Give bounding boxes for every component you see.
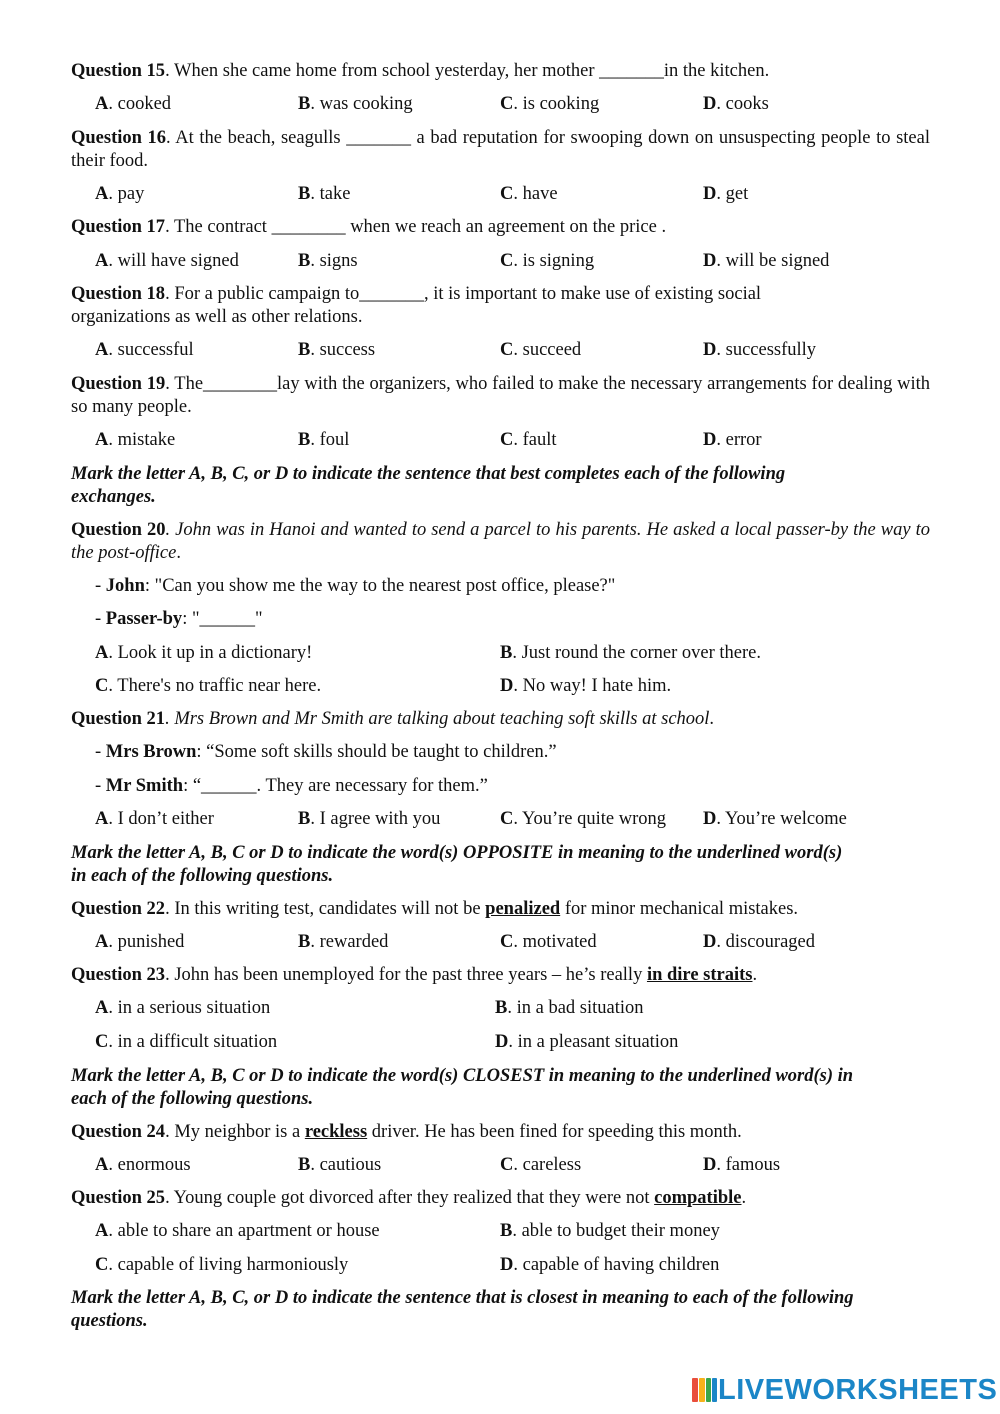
q20-dialogue-passer-by: - Passer-by: "______" xyxy=(95,609,263,629)
q19-option-b[interactable]: B. foul xyxy=(298,430,350,450)
q18-stem: Question 18. For a public campaign to_______, it is important to make use of existing social xyxy=(71,284,762,304)
q22-stem: Question 22. In this writing test, candidates will not be penalized for minor mechanical mistakes. xyxy=(71,899,799,919)
q20-stem: Question 20. John was in Hanoi and wanted to send a parcel to his parents. He asked a local passer-by the way to the post-office. xyxy=(71,520,930,563)
q16-option-c[interactable]: C. have xyxy=(500,184,558,204)
q24-options xyxy=(95,1154,930,1177)
q16-option-b[interactable]: B. take xyxy=(298,184,351,204)
q21-option-c[interactable]: C. You’re quite wrong xyxy=(500,809,667,829)
q18-option-a[interactable]: A. successful xyxy=(95,340,194,360)
q23-option-a[interactable]: A. in a serious situation xyxy=(95,998,271,1018)
liveworksheets-logo-text: LIVEWORKSHEETS xyxy=(718,1374,998,1406)
q18-options xyxy=(95,339,930,362)
q23-options-row1 xyxy=(95,997,930,1020)
q15-option-a[interactable]: A. cooked xyxy=(95,94,172,114)
q25-option-b[interactable]: B. able to budget their money xyxy=(500,1221,720,1241)
q16-options xyxy=(95,183,930,206)
q21-option-a[interactable]: A. I don’t either xyxy=(95,809,214,829)
instruction-closest-sentence: Mark the letter A, B, C, or D to indicate the sentence that is closest in meaning to each of the following xyxy=(71,1288,854,1308)
q25-options-row1 xyxy=(95,1220,930,1243)
q20-option-a[interactable]: A. Look it up in a dictionary! xyxy=(95,643,313,663)
liveworksheets-logo-icon xyxy=(692,1376,718,1404)
q22-underlined-word: penalized xyxy=(485,899,561,919)
q23-underlined-word: in dire straits xyxy=(646,965,753,985)
q17-option-c[interactable]: C. is signing xyxy=(500,251,595,271)
instruction-opposite: Mark the letter A, B, C or D to indicate the word(s) OPPOSITE in meaning to the underlined word(s) xyxy=(71,843,843,863)
instruction-closest: Mark the letter A, B, C or D to indicate the word(s) CLOSEST in meaning to the underlined word(s) in xyxy=(71,1066,854,1086)
instruction-closest-sentence-line2: questions. xyxy=(71,1311,148,1331)
instruction-opposite-line2: in each of the following questions. xyxy=(71,866,334,886)
q19-options xyxy=(95,429,930,452)
q22-option-c[interactable]: C. motivated xyxy=(500,932,597,952)
q24-option-c[interactable]: C. careless xyxy=(500,1155,582,1175)
q19-stem: Question 19. The________lay with the organizers, who failed to make the necessary arrangements for dealing with so many people. xyxy=(71,374,930,417)
q17-stem: Question 17. The contract ________ when we reach an agreement on the price . xyxy=(71,217,667,237)
q25-option-a[interactable]: A. able to share an apartment or house xyxy=(95,1221,380,1241)
q22-options xyxy=(95,931,930,954)
q16-option-d[interactable]: D. get xyxy=(703,184,749,204)
q24-stem: Question 24. My neighbor is a reckless driver. He has been fined for speeding this month. xyxy=(71,1122,742,1142)
q23-option-d[interactable]: D. in a pleasant situation xyxy=(495,1032,679,1052)
q20-option-c[interactable]: C. There's no traffic near here. xyxy=(95,676,322,696)
q18-option-b[interactable]: B. success xyxy=(298,340,376,360)
q21-dialogue-mrs-brown: - Mrs Brown: “Some soft skills should be taught to children.” xyxy=(95,742,557,762)
q25-underlined-word: compatible xyxy=(654,1188,742,1208)
q24-option-b[interactable]: B. cautious xyxy=(298,1155,382,1175)
q15-option-b[interactable]: B. was cooking xyxy=(298,94,413,114)
q17-option-d[interactable]: D. will be signed xyxy=(703,251,830,271)
q24-option-d[interactable]: D. famous xyxy=(703,1155,781,1175)
q20-options-row1 xyxy=(95,642,930,665)
q25-option-d[interactable]: D. capable of having children xyxy=(500,1255,720,1275)
q25-options-row2 xyxy=(95,1254,930,1277)
q25-option-c[interactable]: C. capable of living harmoniously xyxy=(95,1255,349,1275)
q22-option-a[interactable]: A. punished xyxy=(95,932,185,952)
q17-option-a[interactable]: A. will have signed xyxy=(95,251,239,271)
q24-option-a[interactable]: A. enormous xyxy=(95,1155,191,1175)
q22-option-d[interactable]: D. discouraged xyxy=(703,932,816,952)
q21-option-b[interactable]: B. I agree with you xyxy=(298,809,441,829)
q16-stem: Question 16. At the beach, seagulls _______ a bad reputation for swooping down on unsuspecting people to steal their food. xyxy=(71,128,930,171)
q15-option-c[interactable]: C. is cooking xyxy=(500,94,600,114)
instruction-closest-line2: each of the following questions. xyxy=(71,1089,314,1109)
q15-stem: Question 15. When she came home from school yesterday, her mother _______in the kitchen. xyxy=(71,61,770,81)
q19-option-c[interactable]: C. fault xyxy=(500,430,557,450)
instruction-exchanges: Mark the letter A, B, C, or D to indicate the sentence that best completes each of the following xyxy=(71,464,786,484)
q20-dialogue-john: - John: "Can you show me the way to the nearest post office, please?" xyxy=(95,576,616,596)
q18-option-d[interactable]: D. successfully xyxy=(703,340,817,360)
q24-underlined-word: reckless xyxy=(304,1122,368,1142)
q21-dialogue-mr-smith: - Mr Smith: “______. They are necessary for them.” xyxy=(95,776,488,796)
q20-options-row2 xyxy=(95,675,930,698)
q20-option-d[interactable]: D. No way! I hate him. xyxy=(500,676,672,696)
q23-option-c[interactable]: C. in a difficult situation xyxy=(95,1032,278,1052)
q16-option-a[interactable]: A. pay xyxy=(95,184,145,204)
q21-option-d[interactable]: D. You’re welcome xyxy=(703,809,847,829)
q23-stem: Question 23. John has been unemployed for the past three years – he’s really in dire straits. xyxy=(71,965,758,985)
q19-option-a[interactable]: A. mistake xyxy=(95,430,176,450)
q18-option-c[interactable]: C. succeed xyxy=(500,340,582,360)
q19-option-d[interactable]: D. error xyxy=(703,430,762,450)
q20-option-b[interactable]: B. Just round the corner over there. xyxy=(500,643,761,663)
q15-option-d[interactable]: D. cooks xyxy=(703,94,769,114)
q18-stem-line2: organizations as well as other relations. xyxy=(71,307,363,327)
q21-options xyxy=(95,808,930,831)
q21-stem: Question 21. Mrs Brown and Mr Smith are talking about teaching soft skills at school. xyxy=(71,709,715,729)
q17-options xyxy=(95,250,930,273)
q23-option-b[interactable]: B. in a bad situation xyxy=(495,998,644,1018)
instruction-exchanges-line2: exchanges. xyxy=(71,487,156,507)
q15-options xyxy=(95,93,930,116)
q22-option-b[interactable]: B. rewarded xyxy=(298,932,389,952)
liveworksheets-logo[interactable] xyxy=(692,1375,997,1405)
q23-options-row2 xyxy=(95,1031,930,1054)
q17-option-b[interactable]: B. signs xyxy=(298,251,358,271)
q25-stem: Question 25. Young couple got divorced after they realized that they were not compatible. xyxy=(71,1188,747,1208)
